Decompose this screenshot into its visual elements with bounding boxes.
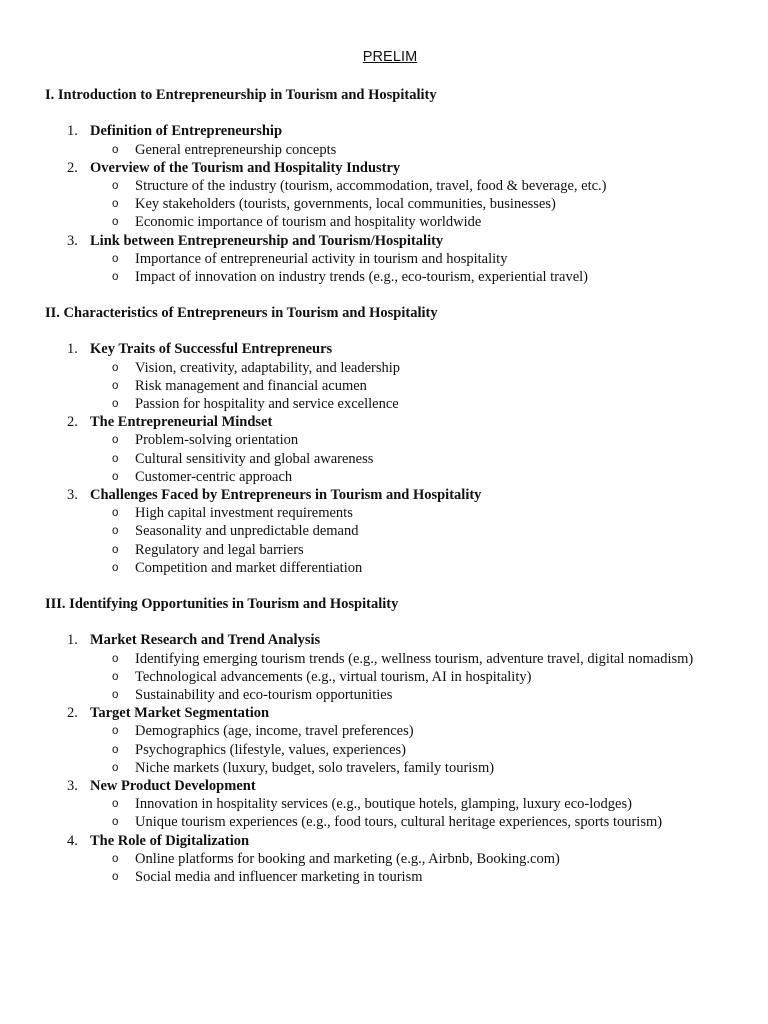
page-title-text: PRELIM [362,49,418,65]
sub-list-item-text: Unique tourism experiences (e.g., food tours, cultural heritage experiences, sports tourism) [135,814,663,831]
sub-list [45,722,748,777]
sub-list-item [45,359,748,377]
list-item-number: 3. [67,487,78,504]
sub-list-item [45,504,748,522]
sub-list-item [45,541,748,559]
sub-list-item-text: Social media and influencer marketing in tourism [135,869,423,886]
sub-list-item [45,431,748,449]
list-item-title: Target Market Segmentation [90,705,270,722]
list-item [45,486,748,577]
circle-bullet-icon: o [112,434,119,447]
sub-list-item [45,722,748,740]
list-item-heading [45,704,748,722]
sub-list [45,141,748,159]
list-item [45,159,748,232]
list-item-number: 2. [67,159,78,176]
sub-list-item-text: Seasonality and unpredictable demand [135,523,359,540]
circle-bullet-icon: o [112,543,119,556]
list-item-number: 1. [67,632,78,649]
list-item [45,413,748,486]
sub-list-item [45,522,748,540]
circle-bullet-icon: o [112,525,119,538]
circle-bullet-icon: o [112,252,119,265]
sub-list [45,850,748,886]
sub-list-item [45,395,748,413]
sub-list-item-text: Vision, creativity, adaptability, and leadership [135,359,401,376]
sub-list [45,359,748,414]
sub-list-item [45,177,748,195]
sub-list-item [45,213,748,231]
sub-list-item-text: Sustainability and eco-tourism opportunities [135,687,393,703]
sub-list-item-text: High capital investment requirements [135,505,353,522]
circle-bullet-icon: o [112,743,119,756]
list-item-title: Definition of Entrepreneurship [90,123,283,140]
circle-bullet-icon: o [112,452,119,465]
sub-list [45,795,748,831]
section-heading: III. Identifying Opportunities in Tourism and Hospitality [45,596,399,612]
sub-list [45,250,748,286]
sub-list-item [45,759,748,777]
list-item-heading [45,413,748,431]
sub-list-item [45,195,748,213]
list-item [45,777,748,832]
sub-list [45,504,748,577]
circle-bullet-icon: o [112,216,119,229]
sub-list-item-text: General entrepreneurship concepts [135,141,337,158]
page-title [0,48,768,66]
sub-list-item-text: Regulatory and legal barriers [135,541,304,558]
circle-bullet-icon: o [112,398,119,410]
circle-bullet-icon: o [112,143,119,156]
sub-list-item [45,668,748,686]
list-item-number: 3. [67,778,78,795]
list-item-number: 4. [67,832,78,849]
circle-bullet-icon: o [112,798,119,811]
sub-list-item [45,868,748,886]
list-item-title: Challenges Faced by Entrepreneurs in Tourism and Hospitality [90,487,482,504]
list-item-title: Key Traits of Successful Entrepreneurs [90,341,333,358]
section-heading: I. Introduction to Entrepreneurship in Tourism and Hospitality [45,87,437,103]
list-item-title: Overview of the Tourism and Hospitality Industry [90,159,401,176]
section-3-items [45,631,748,886]
list-item [45,832,748,887]
circle-bullet-icon: o [112,379,119,392]
sub-list-item-text: Technological advancements (e.g., virtual tourism, AI in hospitality) [135,668,532,685]
sub-list-item [45,141,748,159]
sub-list-item [45,850,748,868]
list-item [45,340,748,413]
sub-list-item [45,468,748,486]
list-item [45,631,748,704]
sub-list-item [45,741,748,759]
circle-bullet-icon: o [112,470,119,483]
list-item [45,232,748,287]
list-item-heading [45,777,748,795]
section-3 [45,595,748,886]
sub-list-item-text: Online platforms for booking and marketing (e.g., Airbnb, Booking.com) [135,850,560,867]
sub-list [45,431,748,486]
sub-list-item-text: Identifying emerging tourism trends (e.g., wellness tourism, adventure travel, digital nomadism) [135,650,694,667]
sub-list-item [45,813,748,831]
circle-bullet-icon: o [112,180,119,192]
section-1-items [45,122,748,286]
list-item-heading [45,159,748,177]
section-2 [45,304,748,577]
sub-list-item [45,795,748,813]
sub-list-item-text: Economic importance of tourism and hospitality worldwide [135,214,482,231]
sub-list-item-text: Niche markets (luxury, budget, solo travelers, family tourism) [135,759,495,776]
sub-list-item-text: Importance of entrepreneurial activity in tourism and hospitality [135,250,508,267]
sub-list-item-text: Problem-solving orientation [135,432,299,449]
list-item-number: 1. [67,123,78,140]
circle-bullet-icon: o [112,361,119,374]
list-item-heading [45,340,748,358]
circle-bullet-icon: o [112,670,119,683]
circle-bullet-icon: o [112,507,119,520]
sub-list-item-text: Passion for hospitality and service excellence [135,396,399,412]
sub-list-item-text: Innovation in hospitality services (e.g., boutique hotels, glamping, luxury eco-lodges) [135,796,632,813]
list-item-title: New Product Development [90,778,256,795]
sub-list-item-text: Impact of innovation on industry trends (e.g., eco-tourism, experiential travel) [135,269,588,286]
circle-bullet-icon: o [112,761,119,774]
circle-bullet-icon: o [112,689,119,701]
list-item-heading [45,631,748,649]
sub-list-item [45,650,748,668]
list-item-number: 1. [67,341,78,358]
sub-list-item [45,686,748,704]
sub-list-item-text: Demographics (age, income, travel preferences) [135,723,414,740]
section-1 [45,86,748,286]
sub-list-item-text: Structure of the industry (tourism, accommodation, travel, food & beverage, etc.) [135,178,607,194]
sub-list-item-text: Competition and market differentiation [135,559,363,576]
list-item-title: Market Research and Trend Analysis [90,632,321,649]
circle-bullet-icon: o [112,816,119,829]
list-item-number: 2. [67,414,78,431]
section-2-items [45,340,748,577]
list-item-title: The Entrepreneurial Mindset [90,414,273,431]
sub-list-item-text: Key stakeholders (tourists, governments, local communities, businesses) [135,196,556,213]
circle-bullet-icon: o [112,852,119,865]
sub-list-item-text: Psychographics (lifestyle, values, experiences) [135,741,406,758]
sub-list-item [45,250,748,268]
circle-bullet-icon: o [112,198,119,211]
list-item-number: 3. [67,232,78,249]
sub-list [45,650,748,705]
list-item-number: 2. [67,705,78,722]
list-item-heading [45,122,748,140]
circle-bullet-icon: o [112,652,119,665]
list-item-heading [45,486,748,504]
list-item [45,122,748,158]
sub-list-item-text: Customer-centric approach [135,468,293,485]
list-item [45,704,748,777]
sub-list-item [45,268,748,286]
list-item-heading [45,832,748,850]
sub-list-item [45,450,748,468]
sub-list-item-text: Cultural sensitivity and global awareness [135,450,374,467]
sub-list-item-text: Risk management and financial acumen [135,377,367,394]
circle-bullet-icon: o [112,725,119,738]
list-item-title: Link between Entrepreneurship and Tourism/Hospitality [90,232,444,249]
section-heading: II. Characteristics of Entrepreneurs in Tourism and Hospitality [45,305,438,321]
circle-bullet-icon: o [112,871,119,884]
circle-bullet-icon: o [112,271,119,284]
sub-list-item [45,559,748,577]
list-item-title: The Role of Digitalization [90,832,250,849]
list-item-heading [45,232,748,250]
sub-list-item [45,377,748,395]
circle-bullet-icon: o [112,561,119,574]
sub-list [45,177,748,232]
